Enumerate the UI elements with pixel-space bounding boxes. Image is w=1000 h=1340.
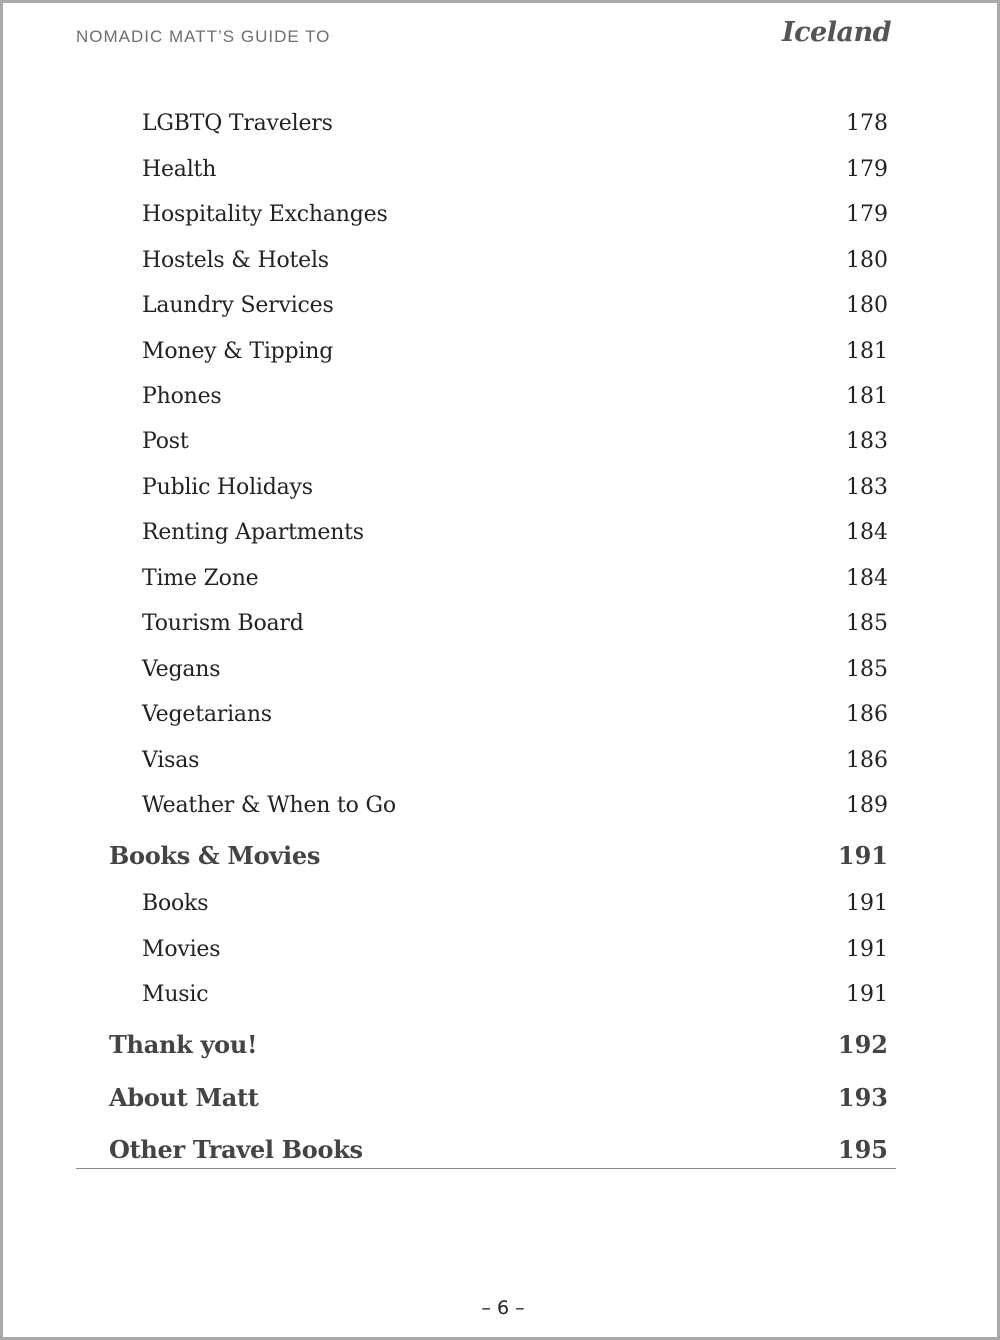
toc-entry-title: Hostels & Hotels	[142, 248, 329, 273]
toc-entry-title: Health	[142, 157, 217, 182]
toc-entry-page: 184	[846, 520, 888, 545]
toc-entry-page: 191	[837, 841, 888, 870]
toc-entry-page: 179	[846, 157, 888, 182]
toc-entry-page: 179	[846, 202, 888, 227]
toc-entry-title: Time Zone	[142, 566, 259, 591]
running-header-logo: Iceland	[781, 17, 891, 48]
toc-entry-title: Money & Tipping	[142, 339, 334, 364]
toc-entry[interactable]	[3, 697, 1000, 731]
toc-entry[interactable]	[3, 977, 1000, 1011]
toc-entry-title: About Matt	[109, 1083, 259, 1112]
toc-entry-page: 181	[846, 384, 888, 409]
toc-entry-page: 193	[837, 1083, 888, 1112]
toc-entry-page: 192	[837, 1030, 888, 1059]
toc-entry-title: Hospitality Exchanges	[142, 202, 388, 227]
toc-entry[interactable]	[3, 1134, 1000, 1168]
toc-entry[interactable]	[3, 424, 1000, 458]
toc-entry[interactable]	[3, 515, 1000, 549]
toc-entry-page: 189	[846, 793, 888, 818]
toc-entry-title: Phones	[142, 384, 222, 409]
toc-entry[interactable]	[3, 334, 1000, 368]
toc-entry[interactable]	[3, 152, 1000, 186]
toc-entry-page: 185	[846, 611, 888, 636]
toc-entry[interactable]	[3, 840, 1000, 874]
toc-entry-title: Books	[142, 891, 209, 916]
toc-entry-page: 186	[846, 702, 888, 727]
toc-entry-page: 181	[846, 339, 888, 364]
toc-entry[interactable]	[3, 1082, 1000, 1116]
toc-entry-title: Vegetarians	[142, 702, 272, 727]
toc-entry-title: Tourism Board	[142, 611, 304, 636]
toc-entry[interactable]	[3, 106, 1000, 140]
toc-entry[interactable]	[3, 743, 1000, 777]
page-number: – 6 –	[481, 1297, 525, 1319]
toc-entry-page: 183	[846, 429, 888, 454]
toc-entry-title: Visas	[142, 748, 200, 773]
toc-entry-title: Music	[142, 982, 209, 1007]
toc-entry-title: Public Holidays	[142, 475, 313, 500]
toc-entry-title: Thank you!	[109, 1030, 258, 1059]
toc-entry[interactable]	[3, 288, 1000, 322]
toc-entry-page: 191	[846, 891, 888, 916]
running-header-title: NOMADIC MATT’S GUIDE TO	[76, 27, 331, 46]
toc-entry-page: 195	[837, 1135, 888, 1164]
toc-entry-title: Other Travel Books	[109, 1135, 363, 1164]
toc-entry-title: Post	[142, 429, 189, 454]
toc-entry[interactable]	[3, 932, 1000, 966]
toc-entry[interactable]	[3, 379, 1000, 413]
toc-entry-title: Laundry Services	[142, 293, 334, 318]
toc-entry[interactable]	[3, 652, 1000, 686]
toc-entry[interactable]	[3, 606, 1000, 640]
toc-entry-title: Vegans	[142, 657, 221, 682]
toc-entry-page: 191	[846, 937, 888, 962]
toc-entry-title: Movies	[142, 937, 221, 962]
toc-entry[interactable]	[3, 197, 1000, 231]
toc-entry-page: 184	[846, 566, 888, 591]
toc-entry-title: LGBTQ Travelers	[142, 111, 333, 136]
toc-entry-title: Renting Apartments	[142, 520, 364, 545]
toc-bottom-rule	[76, 1168, 896, 1169]
toc-entry[interactable]	[3, 1029, 1000, 1063]
toc-entry[interactable]	[3, 470, 1000, 504]
toc-entry-page: 185	[846, 657, 888, 682]
toc-entry-title: Weather & When to Go	[142, 793, 396, 818]
toc-entry-page: 178	[846, 111, 888, 136]
toc-entry[interactable]	[3, 243, 1000, 277]
toc-entry-title: Books & Movies	[109, 841, 321, 870]
toc-entry-page: 191	[846, 982, 888, 1007]
toc-entry[interactable]	[3, 561, 1000, 595]
toc-entry[interactable]	[3, 788, 1000, 822]
toc-entry-page: 186	[846, 748, 888, 773]
toc-entry-page: 180	[846, 293, 888, 318]
toc-entry-page: 180	[846, 248, 888, 273]
toc-entry[interactable]	[3, 886, 1000, 920]
toc-entry-page: 183	[846, 475, 888, 500]
